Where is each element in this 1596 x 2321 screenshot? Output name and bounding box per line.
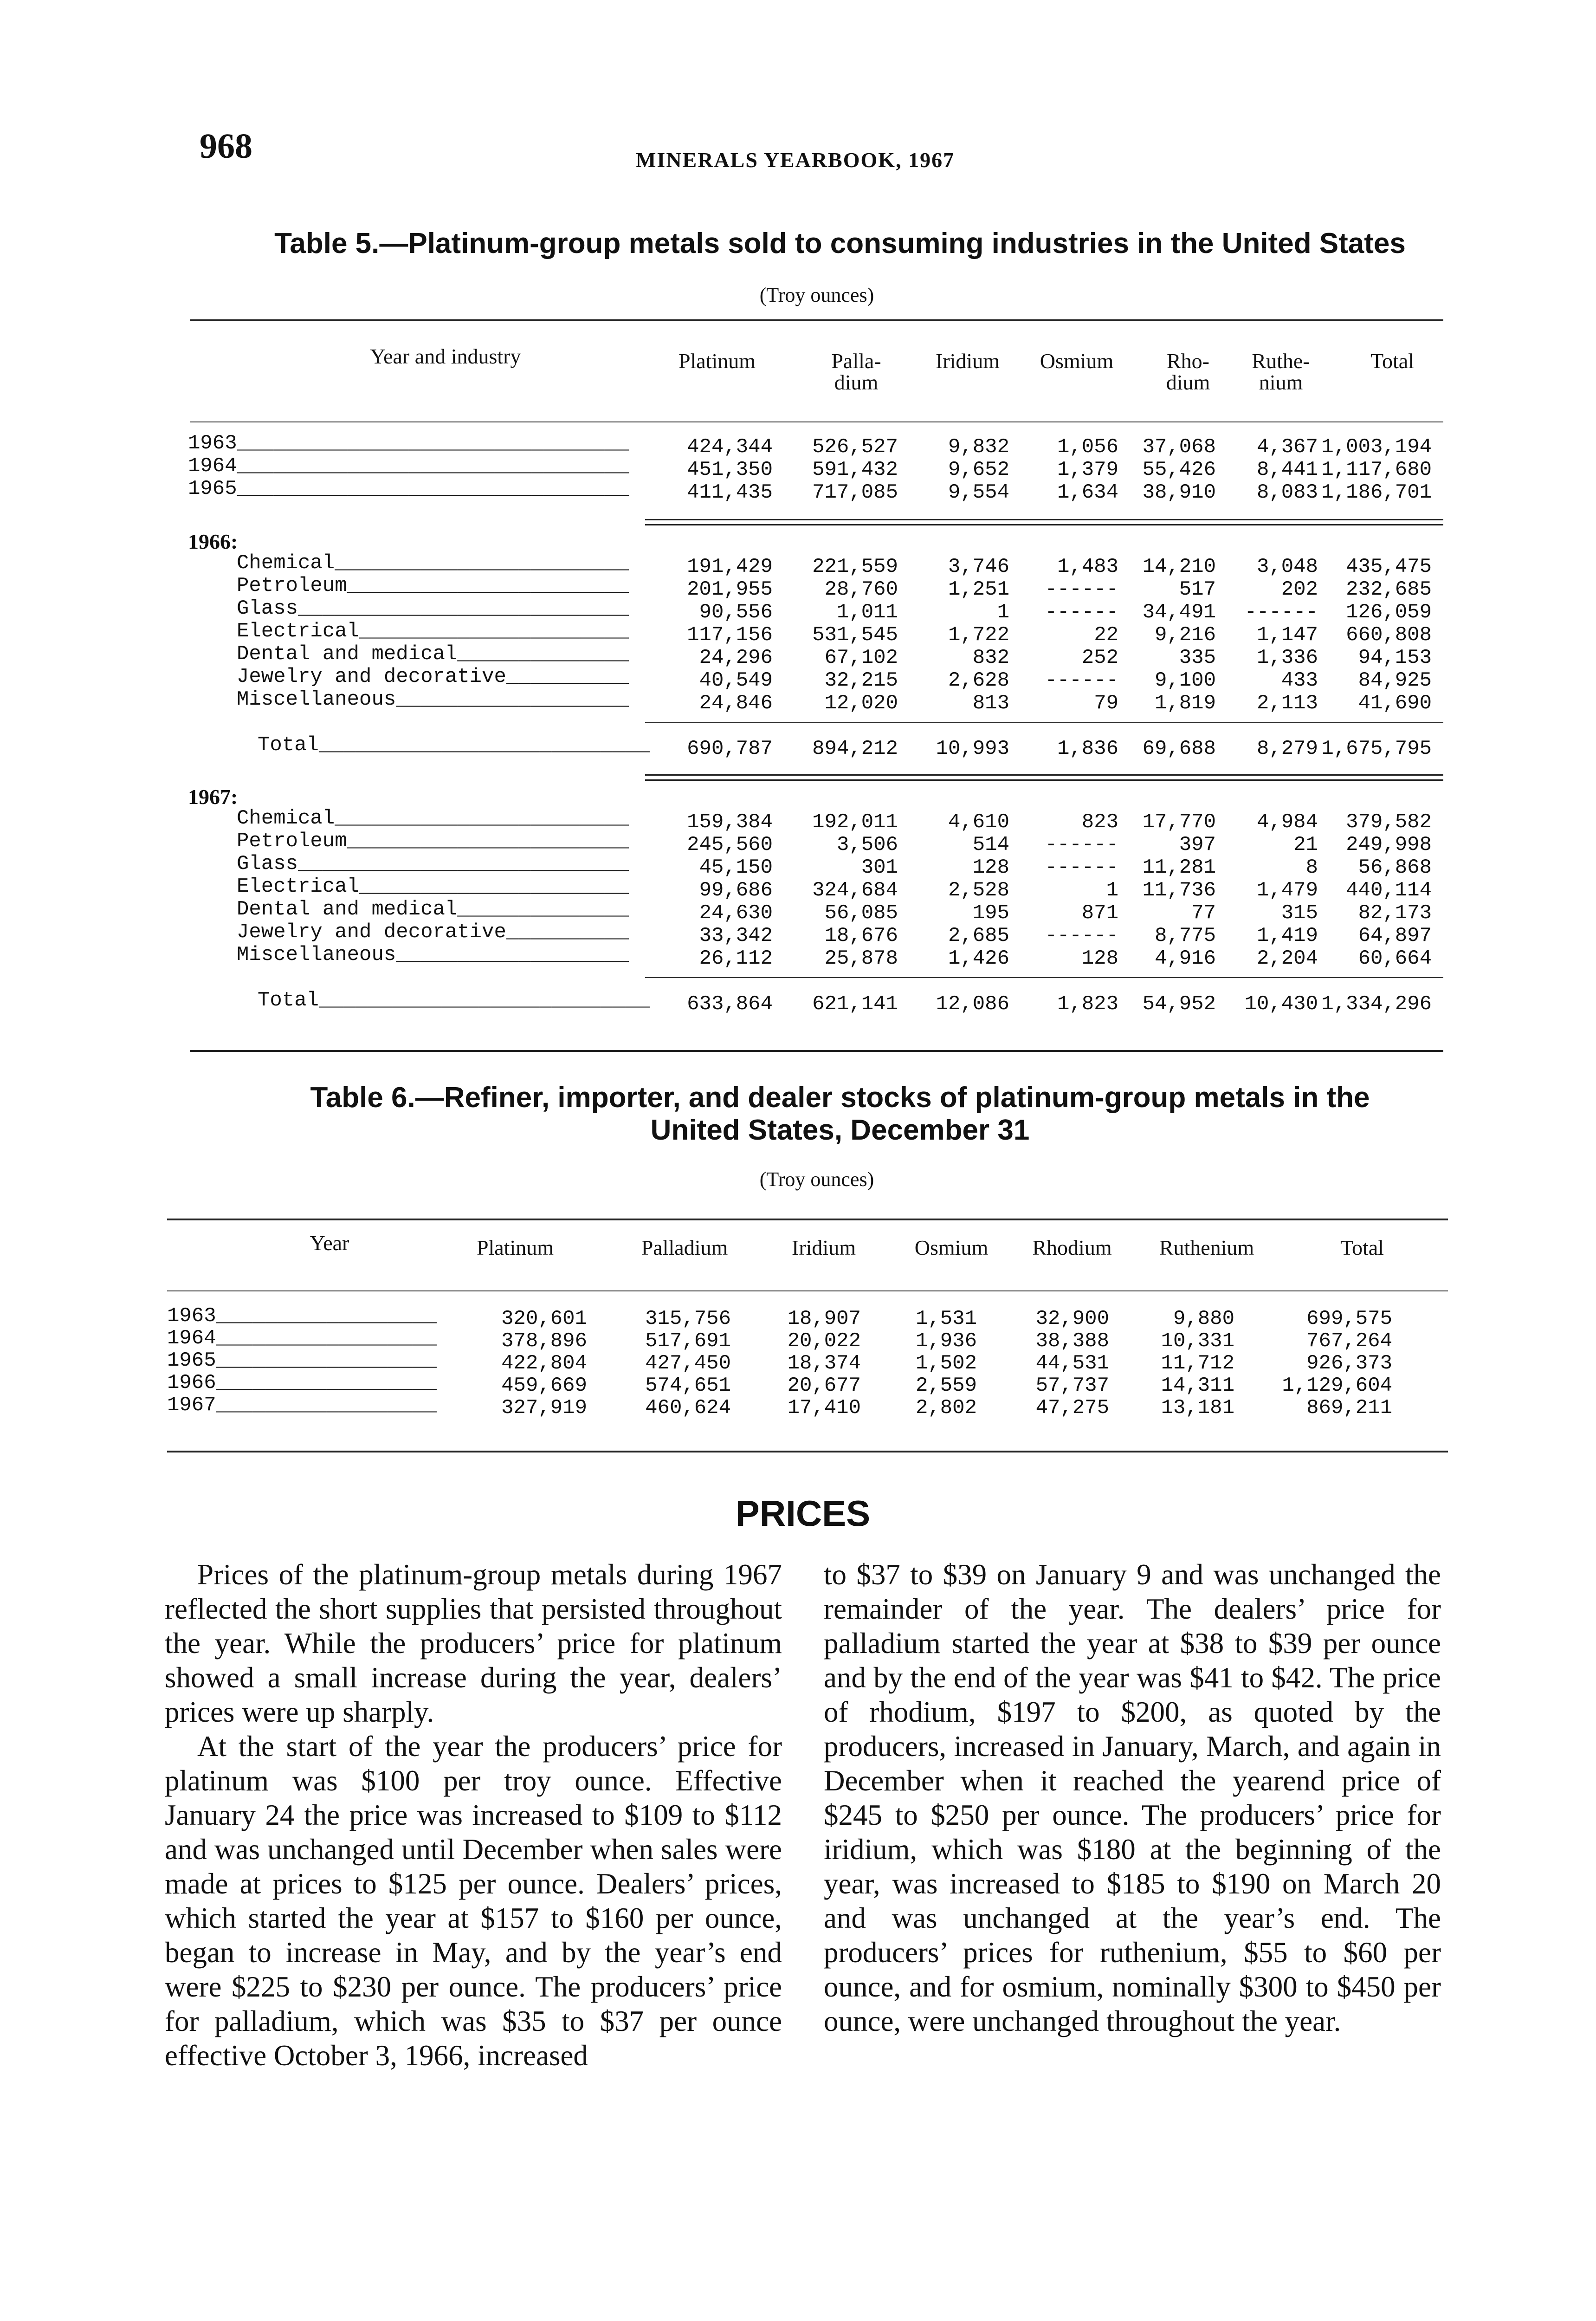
table5-row-value: 9,216	[1154, 623, 1216, 647]
table5-col-header: Rho- dium	[1166, 349, 1210, 394]
table5-year-row-value: 1,117,680	[1321, 458, 1432, 481]
table5-row-value: 2,528	[948, 879, 1009, 902]
table5-total-row-value: 10,993	[936, 737, 1009, 760]
table5-row-value: 126,059	[1346, 601, 1432, 624]
table5-row-value: 832	[972, 646, 1009, 669]
prices-right-column	[824, 1557, 1441, 2038]
table6-row-label: 1963__________________	[167, 1304, 437, 1328]
table5-row-value: 26,112	[699, 947, 773, 970]
table5-year-row-value: 9,554	[948, 481, 1009, 504]
table5-total-row-value: 54,952	[1142, 992, 1216, 1016]
table5-year-row-value: 1,379	[1057, 458, 1118, 481]
table5-row-value: 14,210	[1142, 555, 1216, 578]
table5-row-value: 40,549	[699, 669, 773, 692]
table6-value: 1,502	[915, 1352, 977, 1375]
prices-heading: PRICES	[735, 1493, 871, 1534]
table6-col-header: Total	[1340, 1236, 1384, 1259]
table5-row-value: 2,113	[1256, 692, 1318, 715]
table6-col-header: Ruthenium	[1159, 1236, 1254, 1259]
table6-row-label: 1965__________________	[167, 1349, 437, 1372]
table5-row-value: 4,610	[948, 810, 1009, 834]
table5-row-value: 32,215	[824, 669, 898, 692]
table5-row-value: 2,628	[948, 669, 1009, 692]
table5-row-value: 17,770	[1142, 810, 1216, 834]
table5-row-value: 823	[1081, 810, 1118, 834]
table5-col-header: Palla- dium	[831, 349, 881, 394]
table6-value: 44,531	[1035, 1352, 1109, 1375]
table5-row-value: 34,491	[1142, 601, 1216, 624]
table5-row-value: 1,722	[948, 623, 1009, 647]
table5-row-value: ------	[1045, 669, 1118, 692]
table6-value: 427,450	[645, 1352, 731, 1375]
table5-row-value: 8	[1305, 856, 1318, 879]
table5-bottom-rule	[190, 1050, 1443, 1052]
table5-row-label: Miscellaneous___________________	[237, 943, 629, 966]
table5-row-value: 21	[1293, 833, 1318, 856]
table6-units: (Troy ounces)	[759, 1168, 874, 1191]
table6-row-label: 1967__________________	[167, 1394, 437, 1417]
table5-row-value: 41,690	[1358, 692, 1432, 715]
table5-row-label: Petroleum_______________________	[237, 574, 629, 597]
table5-year-row-value: 526,527	[812, 435, 898, 459]
table5-year-row-label: 1965________________________________	[188, 477, 629, 500]
table5-row-label: Petroleum_______________________	[237, 830, 629, 853]
table5-row-value: 192,011	[812, 810, 898, 834]
table5-row-value: 201,955	[687, 578, 773, 601]
table6-value: 18,374	[787, 1352, 861, 1375]
table5-row-label: Chemical________________________	[237, 807, 629, 830]
table5-col-header: Osmium	[1040, 349, 1114, 373]
table5-row-value: 128	[1081, 947, 1118, 970]
table5-row-value: ------	[1045, 601, 1118, 624]
table5-row-value: 379,582	[1346, 810, 1432, 834]
table5-total-row-value: 69,688	[1142, 737, 1216, 760]
table5-row-value: 1	[1106, 879, 1118, 902]
table6-value: 926,373	[1306, 1352, 1392, 1375]
table5-top-rule	[190, 319, 1443, 321]
table6-value: 767,264	[1306, 1329, 1392, 1353]
table5-row-value: 77	[1191, 901, 1216, 925]
table6-row-label: 1964__________________	[167, 1327, 437, 1350]
table5-year-row-value: 9,652	[948, 458, 1009, 481]
table5-total-row-value: 12,086	[936, 992, 1009, 1016]
table5-total-row-value: 1,836	[1057, 737, 1118, 760]
table6-col-header: Platinum	[476, 1236, 554, 1259]
table5-year-row-value: 8,441	[1256, 458, 1318, 481]
table5-row-value: 3,048	[1256, 555, 1318, 578]
table5-row-value: 3,506	[836, 833, 898, 856]
prices-paragraph: to $37 to $39 on January 9 and was unchanged the remainder of the year. The dealers’ price for palladium started the year at $38 to $39 per ounce and by the end of the year was $41 to $42. The price of rhodium, $197 to $200, as quoted by the producers, increased in January, March, and again in December when it reached the yearend price of $245 to $250 per ounce. The producers’ price for iridium, which was $180 at the beginning of the year, was increased to $185 to $190 on March 20 and was unchanged at the year’s end. The producers’ prices for ruthenium, $55 to $60 per ounce, and for osmium, nominally $300 to $450 per ounce, were unchanged throughout the year.	[824, 1558, 1441, 2037]
table5-row-value: 514	[972, 833, 1009, 856]
table5-row-value: 56,085	[824, 901, 898, 925]
table6-value: 9,880	[1173, 1307, 1234, 1330]
table6-value: 459,669	[501, 1374, 587, 1397]
table6-value: 57,737	[1035, 1374, 1109, 1397]
table5-row-value: 45,150	[699, 856, 773, 879]
table5-row-value: 871	[1081, 901, 1118, 925]
table5-total-row-value: 633,864	[687, 992, 773, 1016]
table6-value: 327,919	[501, 1396, 587, 1420]
table5-row-value: 60,664	[1358, 947, 1432, 970]
table5-row-value: 25,878	[824, 947, 898, 970]
table5-row-value: 531,545	[812, 623, 898, 647]
table5-row-value: 1,419	[1256, 924, 1318, 947]
table5-col-header: Ruthe- nium	[1252, 349, 1310, 394]
table6-value: 47,275	[1035, 1396, 1109, 1420]
table5-row-value: ------	[1045, 833, 1118, 856]
table5-row-value: 99,686	[699, 879, 773, 902]
table5-total-row-label: Total___________________________	[258, 989, 650, 1012]
table6-value: 460,624	[645, 1396, 731, 1420]
table5-section-1967: 1967:	[188, 785, 238, 809]
table6-value: 1,129,604	[1282, 1374, 1392, 1397]
table5-section-1966: 1966:	[188, 530, 238, 553]
table5-row-value: 397	[1179, 833, 1216, 856]
table5-row-value: 813	[972, 692, 1009, 715]
table5-subtotal-rule	[645, 722, 1443, 723]
table5-col-header: Total	[1370, 349, 1414, 373]
table6-col-header: Iridium	[792, 1236, 856, 1259]
table5-row-value: 1,479	[1256, 879, 1318, 902]
table5-row-value: 1,426	[948, 947, 1009, 970]
table5-header-rule	[190, 421, 1443, 422]
table6-value: 574,651	[645, 1374, 731, 1397]
table5-row-value: 28,760	[824, 578, 898, 601]
table5-row-value: 56,868	[1358, 856, 1432, 879]
table5-row-value: 67,102	[824, 646, 898, 669]
table5-year-row-value: 591,432	[812, 458, 898, 481]
table5-total-row-value: 1,823	[1057, 992, 1118, 1016]
table5-row-value: 1,819	[1154, 692, 1216, 715]
table6-title-line2: United States, December 31	[650, 1114, 1030, 1146]
table6-value: 10,331	[1161, 1329, 1234, 1353]
table5-row-label: Miscellaneous___________________	[237, 688, 629, 711]
table5-total-row-value: 1,675,795	[1321, 737, 1432, 760]
table5-row-value: 18,676	[824, 924, 898, 947]
table6-value: 869,211	[1306, 1396, 1392, 1420]
table5-total-row-label: Total___________________________	[258, 733, 650, 757]
table5-year-row-value: 1,634	[1057, 481, 1118, 504]
table5-year-row-value: 717,085	[812, 481, 898, 504]
table5-row-value: 79	[1094, 692, 1118, 715]
table5-year-row-value: 1,186,701	[1321, 481, 1432, 504]
table5-row-value: 11,281	[1142, 856, 1216, 879]
table5-row-value: 24,846	[699, 692, 773, 715]
table5-title: Table 5.—Platinum-group metals sold to consuming industries in the United States	[274, 227, 1406, 259]
table5-row-value: 435,475	[1346, 555, 1432, 578]
table5-row-value: 4,916	[1154, 947, 1216, 970]
table5-row-value: 33,342	[699, 924, 773, 947]
table6-top-rule	[167, 1219, 1448, 1220]
table5-row-value: 64,897	[1358, 924, 1432, 947]
table5-col-header: Platinum	[678, 349, 756, 373]
table5-row-value: 433	[1281, 669, 1318, 692]
table5-row-value: 24,296	[699, 646, 773, 669]
table5-row-value: 24,630	[699, 901, 773, 925]
table5-row-label: Chemical________________________	[237, 551, 629, 575]
table5-row-value: 22	[1094, 623, 1118, 647]
table6-col-header: Year	[310, 1231, 349, 1255]
table5-row-value: 221,559	[812, 555, 898, 578]
prices-left-column	[165, 1557, 782, 2073]
table5-row-value: 3,746	[948, 555, 1009, 578]
table5-year-row-value: 424,344	[687, 435, 773, 459]
table5-row-value: 245,560	[687, 833, 773, 856]
table5-row-value: 301	[861, 856, 898, 879]
table5-row-value: 4,984	[1256, 810, 1318, 834]
table5-row-value: ------	[1244, 601, 1318, 624]
table6-row-label: 1966__________________	[167, 1371, 437, 1394]
table5-year-row-value: 38,910	[1142, 481, 1216, 504]
table5-row-label: Glass___________________________	[237, 852, 629, 875]
table5-row-label: Electrical______________________	[237, 620, 629, 643]
page-number: 968	[200, 127, 252, 166]
table5-row-value: 440,114	[1346, 879, 1432, 902]
table6-value: 11,712	[1161, 1352, 1234, 1375]
table5-total-row-value: 621,141	[812, 992, 898, 1016]
table5-year-row-value: 1,003,194	[1321, 435, 1432, 459]
table5-row-value: 128	[972, 856, 1009, 879]
table6-value: 17,410	[787, 1396, 861, 1420]
table5-row-value: 2,685	[948, 924, 1009, 947]
table5-row-value: 159,384	[687, 810, 773, 834]
table5-year-row-value: 1,056	[1057, 435, 1118, 459]
table6-value: 20,022	[787, 1329, 861, 1353]
table6-value: 699,575	[1306, 1307, 1392, 1330]
table5-row-value: 252	[1081, 646, 1118, 669]
prices-paragraph: At the start of the year the producers’ price for platinum was $100 per troy ounce. Effective January 24 the price was increased to $109 to $112 and was unchanged until December when sales were made at prices to $125 per ounce. Dealers’ prices, which started the year at $157 to $160 per ounce, began to increase in May, and by the year’s end were $225 to $230 per ounce. The producers’ price for palladium, which was $35 to $37 per ounce effective October 3, 1966, increased	[165, 1730, 782, 2072]
table5-total-row-value: 1,334,296	[1321, 992, 1432, 1016]
table6-value: 13,181	[1161, 1396, 1234, 1420]
table6-value: 18,907	[787, 1307, 861, 1330]
table5-row-value: 84,925	[1358, 669, 1432, 692]
table5-row-label: Dental and medical______________	[237, 642, 629, 666]
table5-row-value: 335	[1179, 646, 1216, 669]
table5-year-row-value: 451,350	[687, 458, 773, 481]
table5-row-value: 90,556	[699, 601, 773, 624]
table6-value: 320,601	[501, 1307, 587, 1330]
table5-row-label: Jewelry and decorative__________	[237, 921, 629, 944]
table5-col-header: Year and industry	[370, 344, 521, 368]
table5-row-value: 2,204	[1256, 947, 1318, 970]
table5-col-header: Iridium	[936, 349, 1000, 373]
table5-row-value: 117,156	[687, 623, 773, 647]
table5-row-value: 12,020	[824, 692, 898, 715]
table5-row-value: 1,147	[1256, 623, 1318, 647]
table5-row-label: Dental and medical______________	[237, 898, 629, 921]
table6-value: 315,756	[645, 1307, 731, 1330]
table6-value: 14,311	[1161, 1374, 1234, 1397]
table5-row-value: 517	[1179, 578, 1216, 601]
table6-col-header: Osmium	[914, 1236, 989, 1259]
table5-year-row-value: 55,426	[1142, 458, 1216, 481]
table5-year-row-label: 1964________________________________	[188, 454, 629, 478]
prices-paragraph: Prices of the platinum-group metals during 1967 reflected the short supplies that persisted throughout the year. While the producers’ price for platinum showed a small increase during the year, dealers’ prices were up sharply.	[165, 1558, 782, 1728]
table5-row-value: 82,173	[1358, 901, 1432, 925]
table5-row-value: 660,808	[1346, 623, 1432, 647]
table6-title-line1: Table 6.—Refiner, importer, and dealer stocks of platinum-group metals in the	[310, 1082, 1370, 1114]
table5-year-row-value: 8,083	[1256, 481, 1318, 504]
table5-row-value: ------	[1045, 578, 1118, 601]
table5-row-value: 202	[1281, 578, 1318, 601]
table6-value: 20,677	[787, 1374, 861, 1397]
table5-row-value: 232,685	[1346, 578, 1432, 601]
table5-row-value: 1,011	[836, 601, 898, 624]
table6-value: 2,559	[915, 1374, 977, 1397]
table5-row-value: 9,100	[1154, 669, 1216, 692]
table5-row-value: 1,251	[948, 578, 1009, 601]
table5-total-row-value: 894,212	[812, 737, 898, 760]
table5-row-value: 249,998	[1346, 833, 1432, 856]
table5-rule	[645, 519, 1443, 525]
table6-value: 378,896	[501, 1329, 587, 1353]
table5-row-value: 1	[997, 601, 1009, 624]
table5-row-value: 324,684	[812, 879, 898, 902]
table6-value: 517,691	[645, 1329, 731, 1353]
table6-header-rule	[167, 1290, 1448, 1291]
table6-value: 1,936	[915, 1329, 977, 1353]
table5-row-value: ------	[1045, 924, 1118, 947]
table5-row-value: 191,429	[687, 555, 773, 578]
table5-row-value: 315	[1281, 901, 1318, 925]
table5-total-row-value: 10,430	[1244, 992, 1318, 1016]
table5-subtotal-rule	[645, 977, 1443, 978]
table5-row-label: Glass___________________________	[237, 597, 629, 620]
table5-year-row-value: 37,068	[1142, 435, 1216, 459]
table5-row-value: 1,336	[1256, 646, 1318, 669]
table5-row-value: 11,736	[1142, 879, 1216, 902]
table5-total-row-value: 690,787	[687, 737, 773, 760]
table6-value: 422,804	[501, 1352, 587, 1375]
table5-row-value: 195	[972, 901, 1009, 925]
table5-row-value: ------	[1045, 856, 1118, 879]
table5-total-row-value: 8,279	[1256, 737, 1318, 760]
table5-year-row-value: 411,435	[687, 481, 773, 504]
table5-row-label: Electrical______________________	[237, 875, 629, 898]
table6-value: 32,900	[1035, 1307, 1109, 1330]
table6-col-header: Rhodium	[1032, 1236, 1112, 1259]
table6-bottom-rule	[167, 1451, 1448, 1452]
table5-row-value: 1,483	[1057, 555, 1118, 578]
table5-total-rule	[645, 774, 1443, 781]
table6-col-header: Palladium	[641, 1236, 728, 1259]
table5-row-label: Jewelry and decorative__________	[237, 665, 629, 688]
table6-value: 2,802	[915, 1396, 977, 1420]
table5-row-value: 8,775	[1154, 924, 1216, 947]
table5-row-value: 94,153	[1358, 646, 1432, 669]
table5-units: (Troy ounces)	[759, 284, 874, 306]
table6-value: 1,531	[915, 1307, 977, 1330]
table6-value: 38,388	[1035, 1329, 1109, 1353]
table5-year-row-value: 9,832	[948, 435, 1009, 459]
table5-year-row-label: 1963________________________________	[188, 432, 629, 455]
running-title: MINERALS YEARBOOK, 1967	[636, 148, 955, 172]
table5-year-row-value: 4,367	[1256, 435, 1318, 459]
